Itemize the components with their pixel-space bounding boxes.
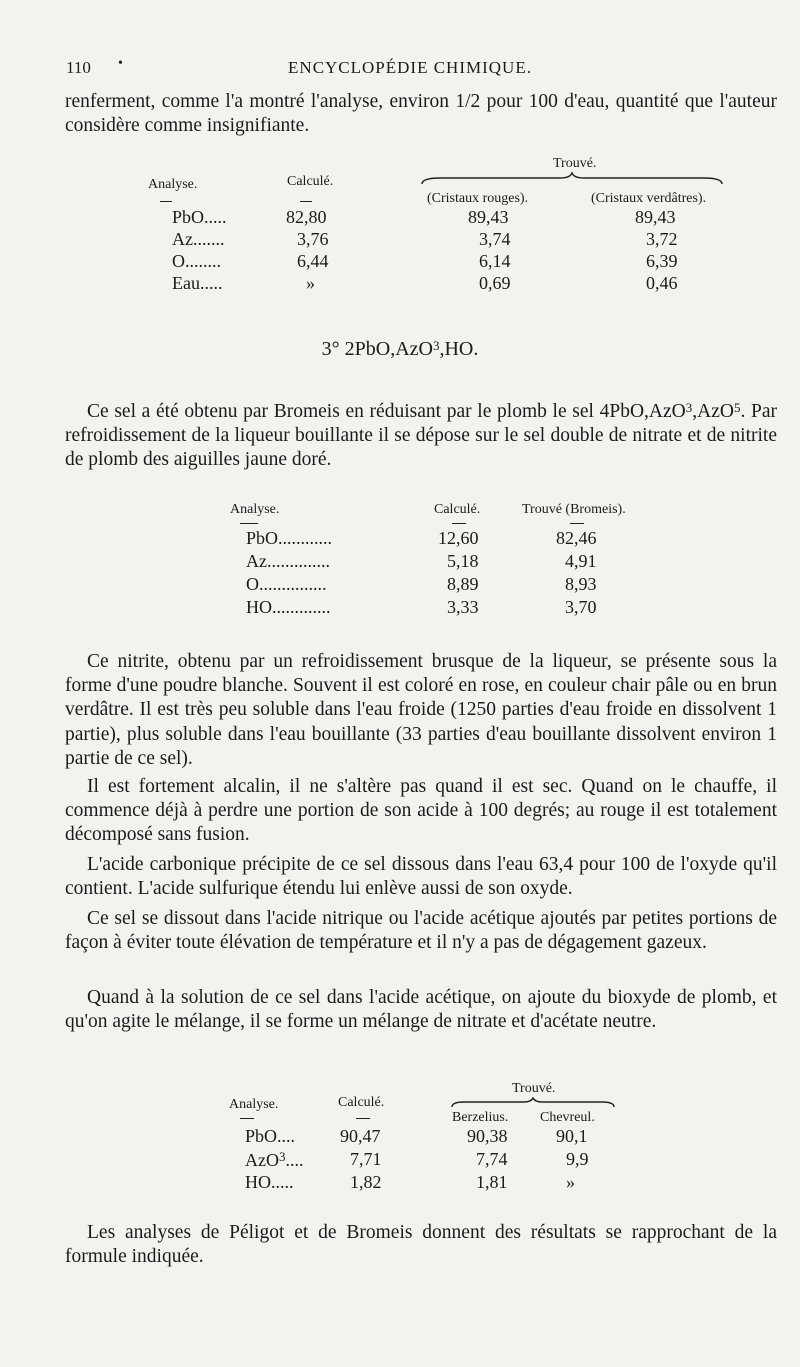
table-row-label [245,1149,304,1171]
text-run: ,AzO [692,401,734,422]
bullet-ornament: • [118,56,123,71]
t2-dash-trouve [570,523,584,524]
t1-dash-analyse [160,201,172,202]
table-row-label: HO............. [246,597,331,617]
table-cell-calcule: 8,89 [447,574,479,594]
alcalin-paragraph: Il est fortement alcalin, il ne s'altère pas quand il est sec. Quand on le chauffe, il commence déjà à perdre une portion de son acide à 100 degrés; au rouge il est totalement décomposé sans fusion. [65,776,777,846]
t1-dash-calcule [300,201,312,202]
t3-dash-calcule [356,1118,370,1119]
section-formula [0,338,800,361]
table-cell-calcule: 12,60 [438,528,479,548]
formula-superscript: 3 [432,338,440,353]
table-row-label: PbO.... [245,1126,296,1146]
table-cell-calcule: 3,76 [297,229,329,249]
text-run: Ce sel a été obtenu par Bromeis en réduisant par le plomb le sel 4PbO,AzO [87,401,686,422]
table-cell-calcule: 7,71 [350,1149,382,1169]
t3-header-berzelius: Berzelius. [452,1110,509,1125]
table-cell-calcule: 5,18 [447,551,479,571]
t2-dash-calcule [452,523,466,524]
formula-part: ,HO. [439,338,479,360]
table-cell-rouges: 89,43 [468,207,509,227]
page-number: 110 [66,58,91,77]
table-row-label: O............... [246,574,327,594]
t3-trouve-brace [450,1097,616,1109]
text-run: . Par refroidissement de la liqueur bouillante il se dépose sur le sel double de nitrate et de nitrite de plomb des aiguilles jaune doré. [65,401,777,471]
t2-dash-analyse [240,523,258,524]
conclusion-paragraph: Les analyses de Péligot et de Bromeis donnent des résultats se rapprochant de la formule indiquée. [65,1222,777,1268]
t2-header-calcule: Calculé. [434,502,481,517]
table-row-label: PbO..... [172,207,227,227]
table-row-label: PbO............ [246,528,333,548]
table-cell-trouve: 4,91 [565,551,597,571]
table-row-label: O........ [172,251,221,271]
t1-header-rouges: (Cristaux rouges). [427,191,529,206]
table-cell-calcule: 1,82 [350,1172,382,1192]
t3-header-trouve: Trouvé. [512,1081,556,1096]
table-cell-chevreul: 9,9 [566,1149,589,1169]
table-row-label: Az.............. [246,551,330,571]
t1-trouve-brace [420,172,725,186]
t2-header-analyse: Analyse. [230,502,280,517]
table-cell-calcule: 90,47 [340,1126,381,1146]
dissolution-paragraph: Ce sel se dissout dans l'acide nitrique ou l'acide acétique ajoutés par petites portions de façon à éviter toute élévation de température et il n'y a pas de dégagement gazeux. [65,908,777,954]
t3-header-calcule: Calculé. [338,1095,385,1110]
table-cell-calcule: » [306,273,315,293]
table-row-label: Az....... [172,229,225,249]
table-cell-chevreul: » [566,1172,575,1192]
t3-dash-analyse [240,1118,254,1119]
superscript: 3 [685,400,693,415]
t1-header-verdatres: (Cristaux verdâtres). [591,191,707,206]
table-cell-verdatres: 89,43 [635,207,676,227]
acide-carbonique-paragraph: L'acide carbonique précipite de ce sel dissous dans l'eau 63,4 pour 100 de l'oxyde qu'il contient. L'acide sulfurique étendu lui enlève aussi de son oxyde. [65,854,777,900]
table-row-label: Eau..... [172,273,223,293]
table-cell-trouve: 3,70 [565,597,597,617]
running-title: ENCYCLOPÉDIE CHIMIQUE. [288,58,532,77]
table-row-label: HO..... [245,1172,294,1192]
t1-header-analyse: Analyse. [148,177,198,192]
formula-part: 3° 2PbO,AzO [321,338,433,360]
superscript: 5 [733,400,741,415]
table-cell-calcule: 6,44 [297,251,329,271]
table-cell-rouges: 6,14 [479,251,511,271]
intro-paragraph: renferment, comme l'a montré l'analyse, environ 1/2 pour 100 d'eau, quantité que l'auteur considère comme insignifiante. [65,91,777,137]
row-label-superscript: 3 [279,1149,286,1164]
table-cell-rouges: 3,74 [479,229,511,249]
table-cell-trouve: 82,46 [556,528,597,548]
table-cell-calcule: 3,33 [447,597,479,617]
table-cell-verdatres: 6,39 [646,251,678,271]
table-cell-berzelius: 1,81 [476,1172,508,1192]
row-label-leader: .... [285,1150,304,1170]
table-cell-berzelius: 90,38 [467,1126,508,1146]
t2-header-trouve: Trouvé (Bromeis). [522,502,626,517]
table-cell-trouve: 8,93 [565,574,597,594]
table-cell-rouges: 0,69 [479,273,511,293]
t1-header-calcule: Calculé. [287,174,334,189]
table-cell-chevreul: 90,1 [556,1126,588,1146]
bioxyde-paragraph: Quand à la solution de ce sel dans l'acide acétique, on ajoute du bioxyde de plomb, et qu'on agite le mélange, il se forme un mélange de nitrate et d'acétate neutre. [65,987,777,1033]
nitrite-paragraph: Ce nitrite, obtenu par un refroidissement brusque de la liqueur, se présente sous la forme d'une poudre blanche. Souvent il est coloré en rose, en couleur chair pâle ou en brun verdâtre. Il est très peu soluble dans l'eau froide (1250 parties d'eau froide en dissolvent 1 partie), plus soluble dans l'eau bouillante (33 parties d'eau bouillante dissolvent environ 1 partie de ce sel). [65,651,777,769]
t1-header-trouve: Trouvé. [553,156,597,171]
row-label-text: AzO [245,1150,279,1170]
table-cell-berzelius: 7,74 [476,1149,508,1169]
table-cell-calcule: 82,80 [286,207,327,227]
table-cell-verdatres: 3,72 [646,229,678,249]
t3-header-chevreul: Chevreul. [540,1110,595,1125]
t3-header-analyse: Analyse. [229,1097,279,1112]
table-cell-verdatres: 0,46 [646,273,678,293]
bromeis-paragraph [65,396,777,473]
